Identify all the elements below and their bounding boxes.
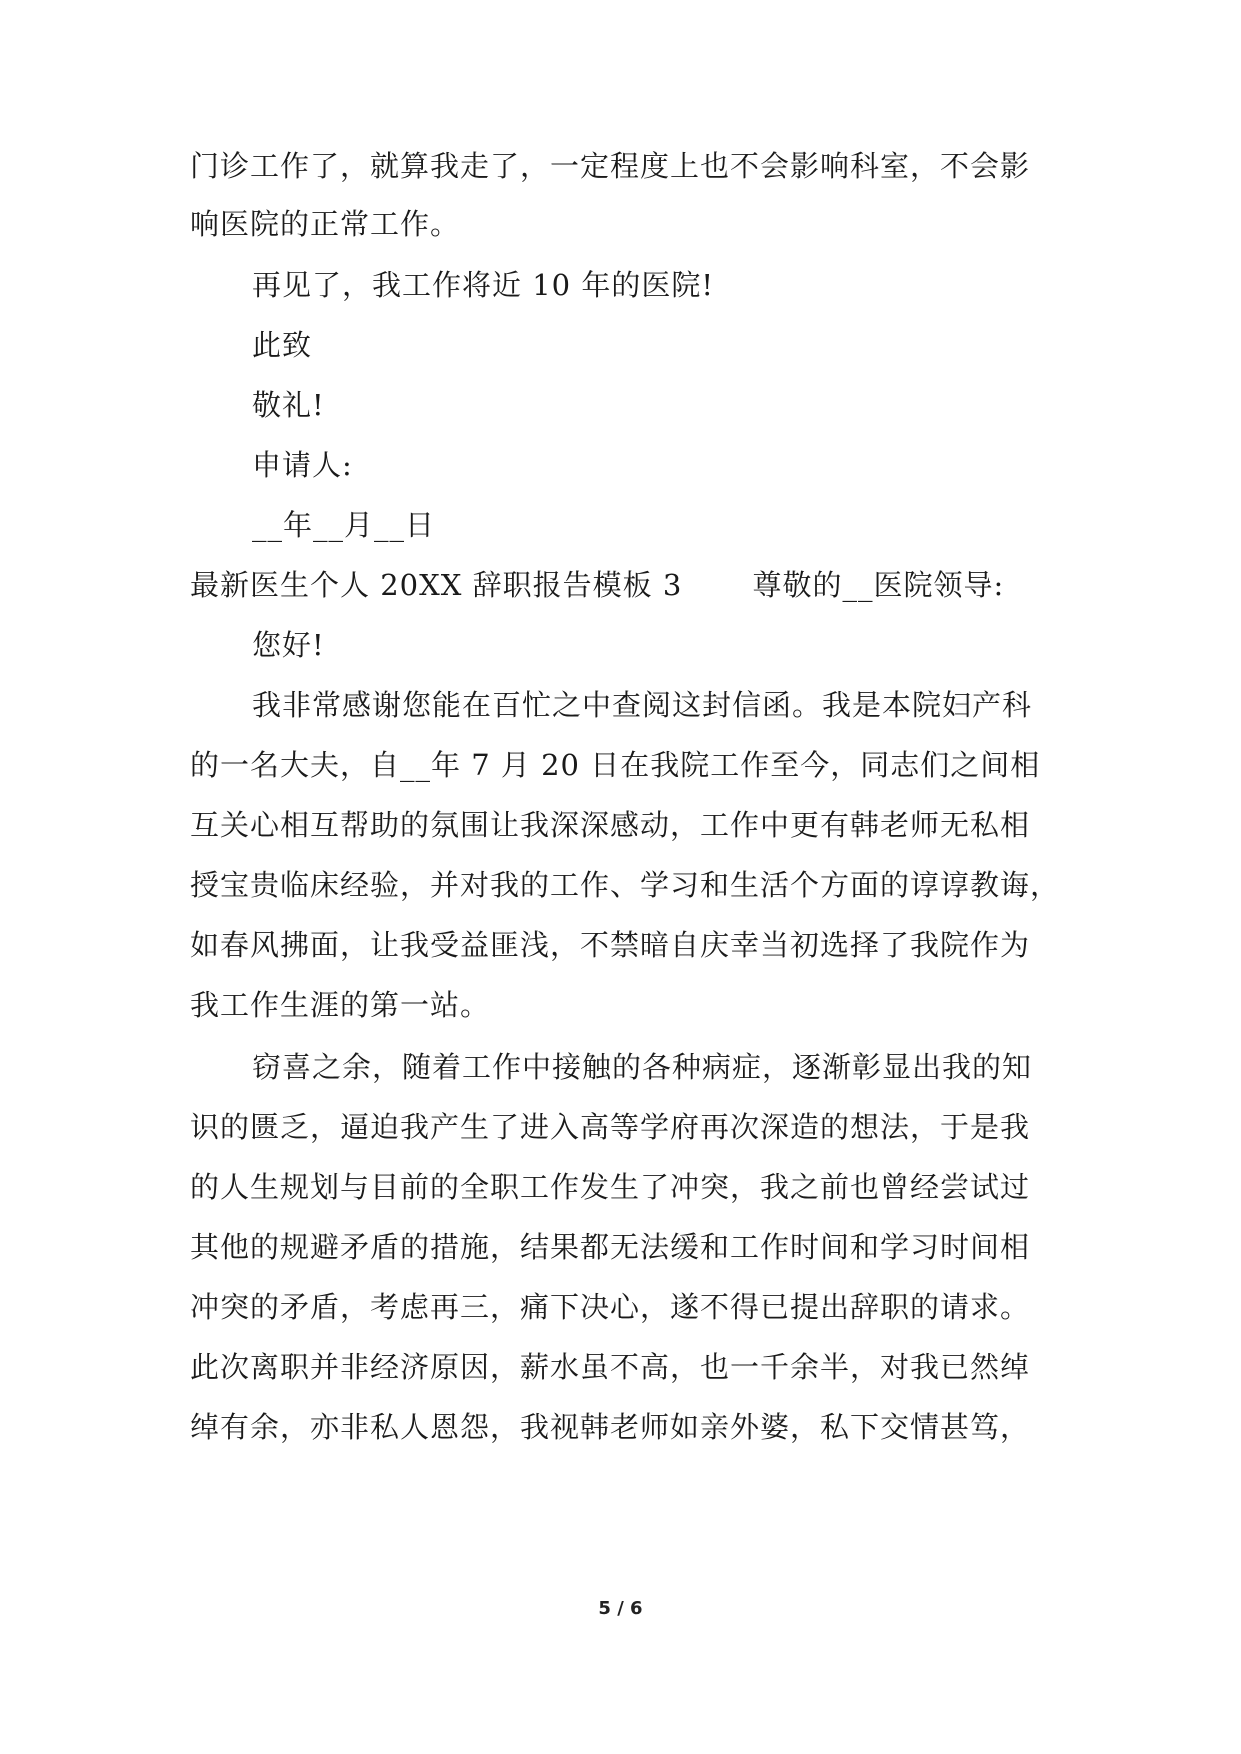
text-line-22: 绰有余，亦非私人恩怨，我视韩老师如亲外婆，私下交情甚笃， <box>190 1410 1031 1444</box>
text-line-16: 窃喜之余，随着工作中接触的各种病症，逐渐彰显出我的知 <box>252 1050 1033 1084</box>
text-line-21: 此次离职并非经济原因，薪水虽不高，也一千余半，对我已然绰 <box>190 1350 1031 1384</box>
text-line-1: 门诊工作了，就算我走了，一定程度上也不会影响科室，不会影 <box>190 149 1031 183</box>
date-line: __年__月__日 <box>252 508 436 542</box>
text-line-17: 识的匮乏，逼迫我产生了进入高等学府再次深造的想法，于是我 <box>190 1110 1031 1144</box>
greeting: 您好! <box>252 628 325 662</box>
text-line-13: 授宝贵临床经验，并对我的工作、学习和生活个方面的谆谆教诲， <box>190 868 1061 902</box>
text-line-15: 我工作生涯的第一站。 <box>190 988 491 1022</box>
text-line-19: 其他的规避矛盾的措施，结果都无法缓和工作时间和学习时间相 <box>190 1230 1031 1264</box>
text-line-20: 冲突的矛盾，考虑再三，痛下决心，遂不得已提出辞职的请求。 <box>190 1290 1031 1324</box>
text-line-10: 我非常感谢您能在百忙之中查阅这封信函。我是本院妇产科 <box>252 688 1033 722</box>
text-line-18: 的人生规划与目前的全职工作发生了冲突，我之前也曾经尝试过 <box>190 1170 1031 1204</box>
closing-regards: 敬礼! <box>252 388 325 422</box>
text-line-3: 再见了，我工作将近 10 年的医院! <box>252 268 714 302</box>
text-line-11: 的一名大夫，自__年 7 月 20 日在我院工作至今，同志们之间相 <box>190 748 1041 782</box>
applicant-label: 申请人: <box>252 448 353 482</box>
text-line-2: 响医院的正常工作。 <box>190 207 461 241</box>
section-title: 最新医生个人 20XX 辞职报告模板 3 尊敬的__医院领导: <box>190 568 1005 602</box>
page-number: 5 / 6 <box>598 1598 643 1619</box>
text-line-12: 互关心相互帮助的氛围让我深深感动，工作中更有韩老师无私相 <box>190 808 1031 842</box>
closing-salutation: 此致 <box>252 328 313 362</box>
text-line-14: 如春风拂面，让我受益匪浅，不禁暗自庆幸当初选择了我院作为 <box>190 928 1031 962</box>
